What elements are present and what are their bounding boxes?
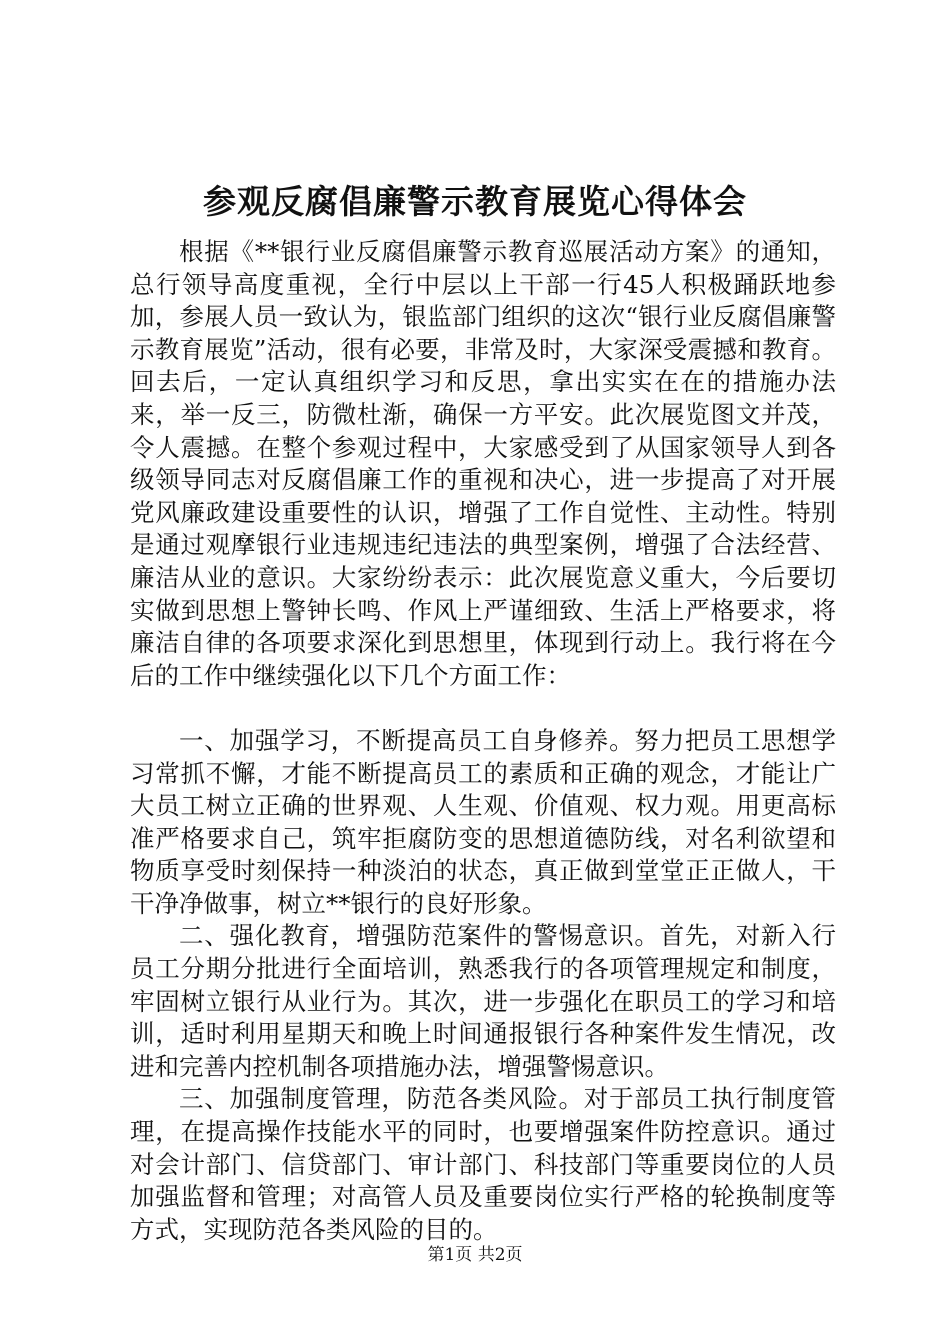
paragraph-gap bbox=[130, 692, 836, 725]
point-one-paragraph: 一、加强学习，不断提高员工自身修养。努力把员工思想学习常抓不懈，才能不断提高员工的素质和正确的观念，才能让广大员工树立正确的世界观、人生观、价值观、权力观。用更高标准严格要求自己，筑牢拒腐防变的思想道德防线，对名利欲望和物质享受时刻保持一种淡泊的状态，真正做到堂堂正正做人，干干净净做事，树立**银行的良好形象。 bbox=[130, 725, 836, 918]
point-two-paragraph: 二、强化教育，增强防范案件的警惕意识。首先，对新入行员工分期分批进行全面培训，熟悉我行的各项管理规定和制度，牢固树立银行从业行为。其次，进一步强化在职员工的学习和培训，适时利用星期天和晚上时间通报银行各种案件发生情况，改进和完善内控机制各项措施办法，增强警惕意识。 bbox=[130, 921, 836, 1081]
intro-paragraph: 根据《**银行业反腐倡廉警示教育巡展活动方案》的通知，总行领导高度重视，全行中层以上干部一行45人积极踊跃地参加，参展人员一致认为，银监部门组织的这次“银行业反腐倡廉警示教育展览”活动，很有必要，非常及时，大家深受震撼和教育。回去后，一定认真组织学习和反思，拿出实实在在的措施办法来，举一反三，防微杜渐，确保一方平安。此次展览图文并茂，令人震撼。在整个参观过程中，大家感受到了从国家领导人到各级领导同志对反腐倡廉工作的重视和决心，进一步提高了对开展党风廉政建设重要性的认识，增强了工作自觉性、主动性。特别是通过观摩银行业违规违纪违法的典型案例，增强了合法经营、廉洁从业的意识。大家纷纷表示：此次展览意义重大，今后要切实做到思想上警钟长鸣、作风上严谨细致、生活上严格要求，将廉洁自律的各项要求深化到思想里，体现到行动上。我行将在今后的工作中继续强化以下几个方面工作： bbox=[130, 237, 836, 690]
document-title: 参观反腐倡廉警示教育展览心得体会 bbox=[203, 182, 747, 221]
point-three-paragraph: 三、加强制度管理，防范各类风险。对于部员工执行制度管理，在提高操作技能水平的同时，也要增强案件防控意识。通过对会计部门、信贷部门、审计部门、科技部门等重要岗位的人员加强监督和管理；对高管人员及重要岗位实行严格的轮换制度等方式，实现防范各类风险的目的。 bbox=[130, 1084, 836, 1244]
page-number-footer: 第1页 共2页 bbox=[427, 1245, 523, 1265]
document-body bbox=[130, 236, 836, 1246]
